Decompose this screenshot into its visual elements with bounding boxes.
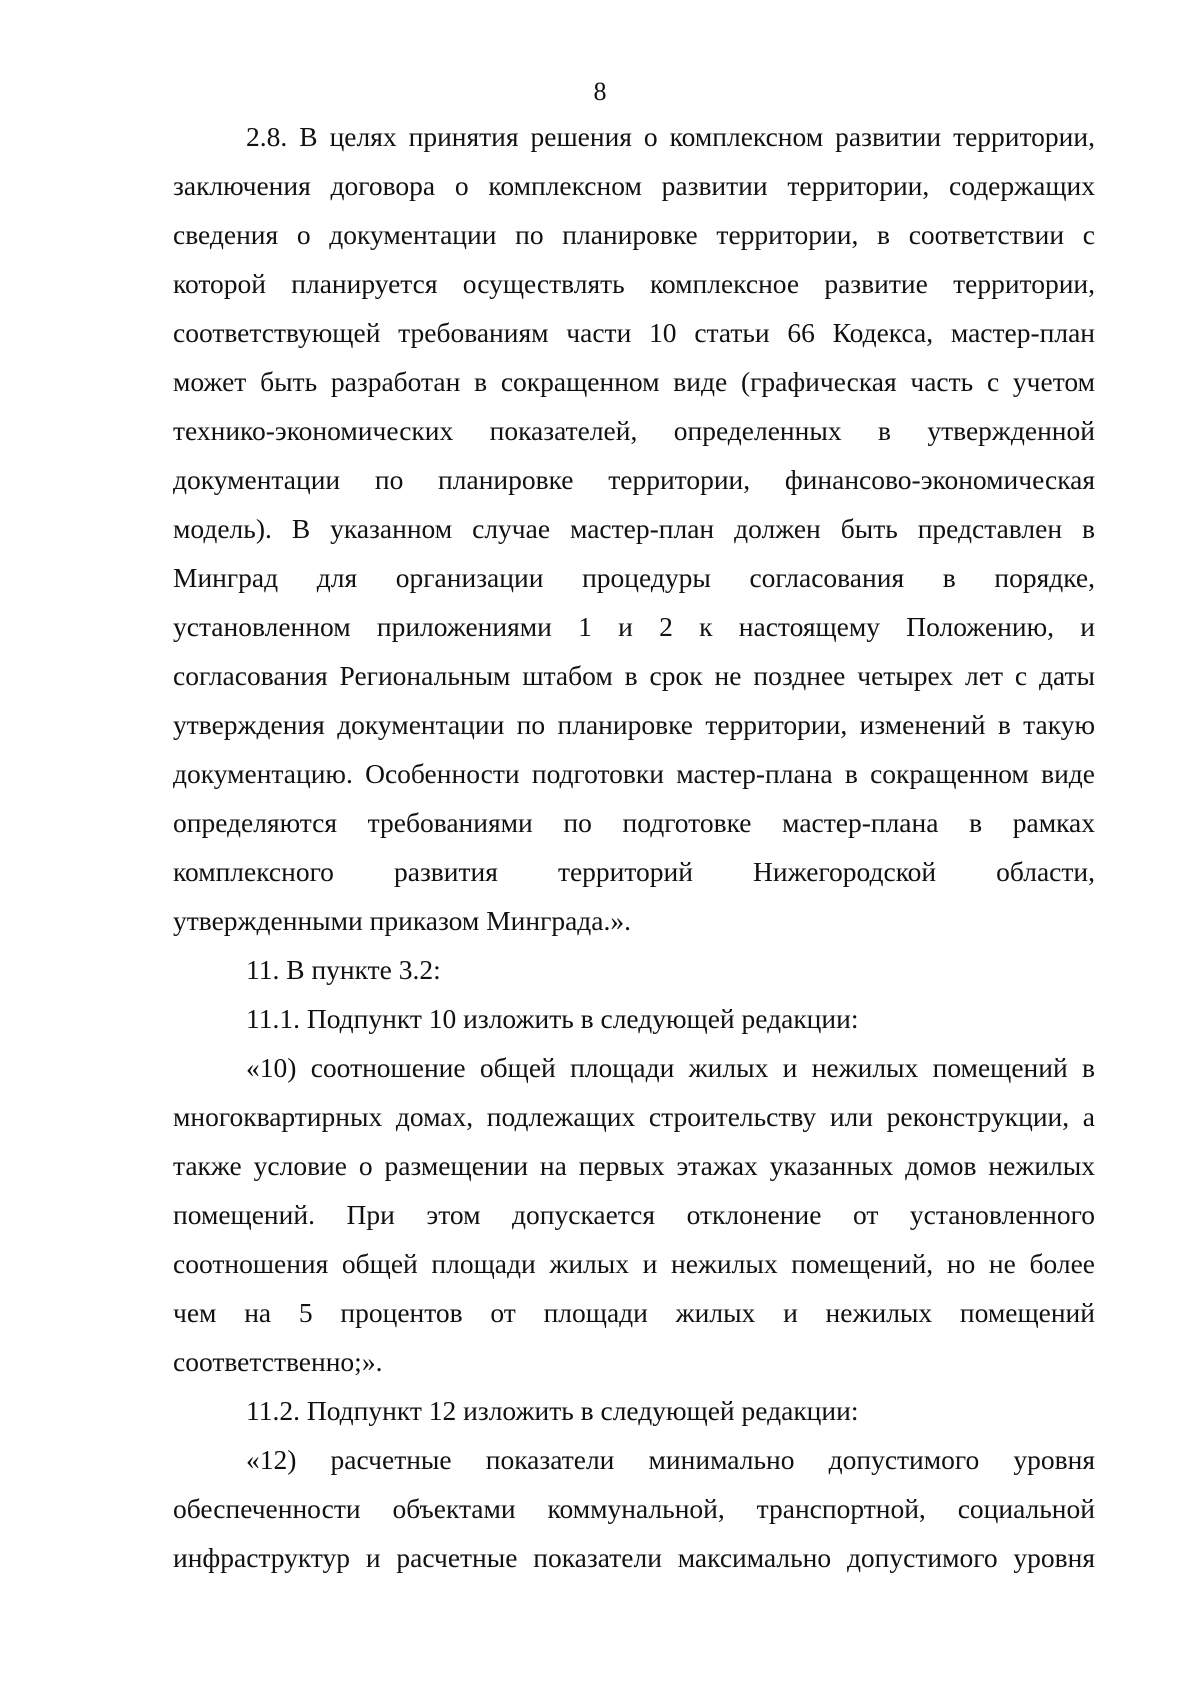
paragraph-quote-10 [173,1043,1095,1386]
paragraph-2-8 [173,112,1095,945]
paragraph-11-2 [173,1386,1095,1435]
text-line: которой планируется осуществлять комплексное развитие территории, [173,268,1095,299]
text-line: может быть разработан в сокращенном виде (графическая часть с учетом [173,366,1095,397]
text-line: «12) расчетные показатели минимально допустимого уровня [246,1444,1095,1475]
paragraph-11-1 [173,994,1095,1043]
paragraph-11 [173,945,1095,994]
text-line: соответственно;». [173,1346,383,1377]
text-line: 2.8. В целях принятия решения о комплексном развитии территории, [246,121,1095,152]
text-line: документации по планировке территории, финансово-экономическая [173,464,1095,495]
text-line: соответствующей требованиям части 10 статьи 66 Кодекса, мастер-план [173,317,1095,348]
paragraph-quote-12 [173,1435,1095,1582]
text-line: заключения договора о комплексном развитии территории, содержащих [173,170,1095,201]
text-line: установленном приложениями 1 и 2 к настоящему Положению, и [173,611,1095,642]
text-line: соотношения общей площади жилых и нежилых помещений, но не более [173,1248,1095,1279]
text-line: модель). В указанном случае мастер-план должен быть представлен в [173,513,1095,544]
text-line: многоквартирных домах, подлежащих строительству или реконструкции, а [173,1101,1095,1132]
text-line: согласования Региональным штабом в срок не позднее четырех лет с даты [173,660,1095,691]
text-line: «10) соотношение общей площади жилых и нежилых помещений в [246,1052,1095,1083]
text-line: 11.1. Подпункт 10 изложить в следующей редакции: [246,1003,859,1034]
text-line: 11.2. Подпункт 12 изложить в следующей редакции: [246,1395,859,1426]
text-line: чем на 5 процентов от площади жилых и нежилых помещений [173,1297,1095,1328]
text-line: комплексного развития территорий Нижегородской области, [173,856,1095,887]
text-line: помещений. При этом допускается отклонение от установленного [173,1199,1095,1230]
text-line: утверждения документации по планировке территории, изменений в такую [173,709,1095,740]
text-line: сведения о документации по планировке территории, в соответствии с [173,219,1095,250]
document-body [173,112,1095,1582]
text-line: Минград для организации процедуры согласования в порядке, [173,562,1095,593]
text-line: 11. В пункте 3.2: [246,954,441,985]
text-line: инфраструктур и расчетные показатели максимально допустимого уровня [173,1542,1095,1573]
page-number: 8 [593,77,607,106]
text-line: документацию. Особенности подготовки мастер-плана в сокращенном виде [173,758,1095,789]
text-line: также условие о размещении на первых этажах указанных домов нежилых [173,1150,1095,1181]
text-line: технико-экономических показателей, определенных в утвержденной [173,415,1095,446]
text-line: обеспеченности объектами коммунальной, транспортной, социальной [173,1493,1095,1524]
text-line: определяются требованиями по подготовке мастер-плана в рамках [173,807,1095,838]
text-line: утвержденными приказом Минграда.». [173,905,632,936]
